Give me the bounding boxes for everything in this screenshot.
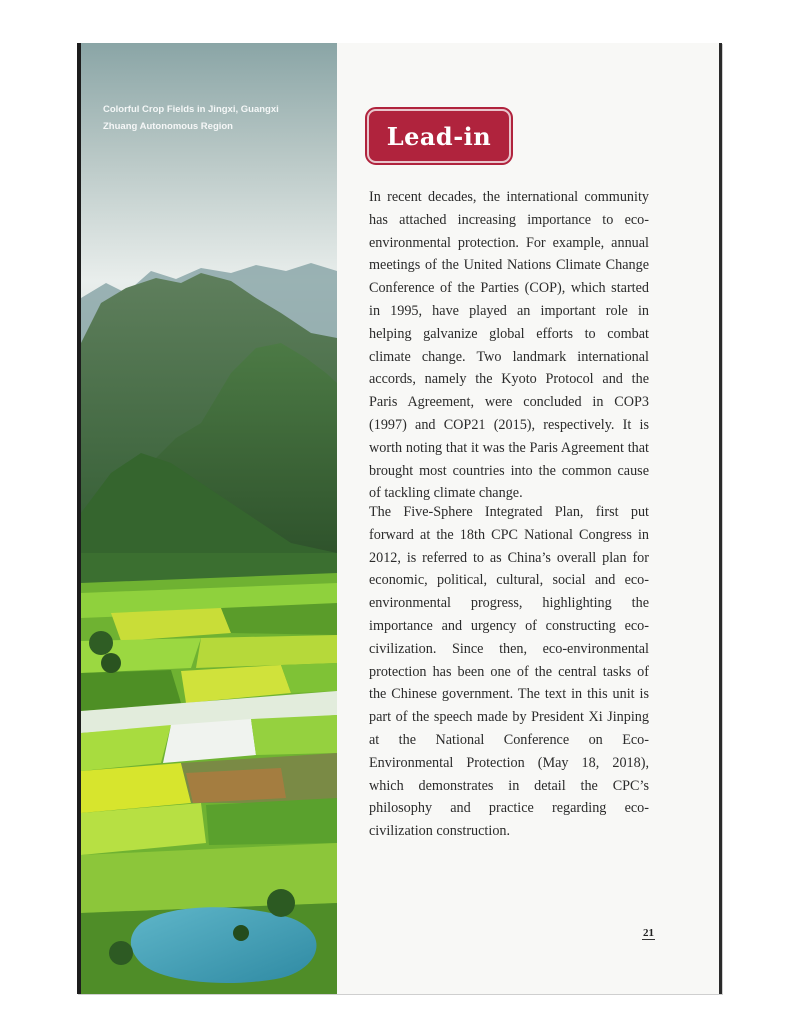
paragraph-intro: In recent decades, the international community has attached increasing importance to eco-environmental protection. For example, annual meetings of the United Nations Climate Change Conference of the Parties (COP), which started in 1995, have played an important role in helping galvanize global efforts to combat climate change. Two landmark international accords, namely the Kyoto Protocol and the Paris Agreement, were concluded in COP3 (1997) and COP21 (2015), respectively. It is worth noting that it was the Paris Agreement that brought most countries into the common cause of tackling climate change. [369,189,649,502]
landscape-illustration [81,43,337,994]
page-number: 21 [643,927,654,939]
paragraph-five-sphere: The Five-Sphere Integrated Plan, first put forward at the 18th CPC National Congress in 2012, is referred to as China’s overall plan for economic, political, cultural, social and eco-environmental progress, highlighting the importance and urgency of constructing eco-civilization. Since then, eco-environmental protection has been one of the central tasks of the Chinese government. The text in this unit is part of the speech made by President Xi Jinping at the National Conference on Eco-Environmental Protection (May 18, 2018), which demonstrates in detail the CPC’s philosophy and practice regarding eco-civilization construction. [369,504,649,840]
lead-in-heading: Lead-in [367,109,511,163]
book-page [77,43,722,994]
photo-caption: Colorful Crop Fields in Jingxi, Guangxi Zhuang Autonomous Region [103,104,279,132]
page-edge [719,43,722,994]
landscape-photo [81,43,337,994]
